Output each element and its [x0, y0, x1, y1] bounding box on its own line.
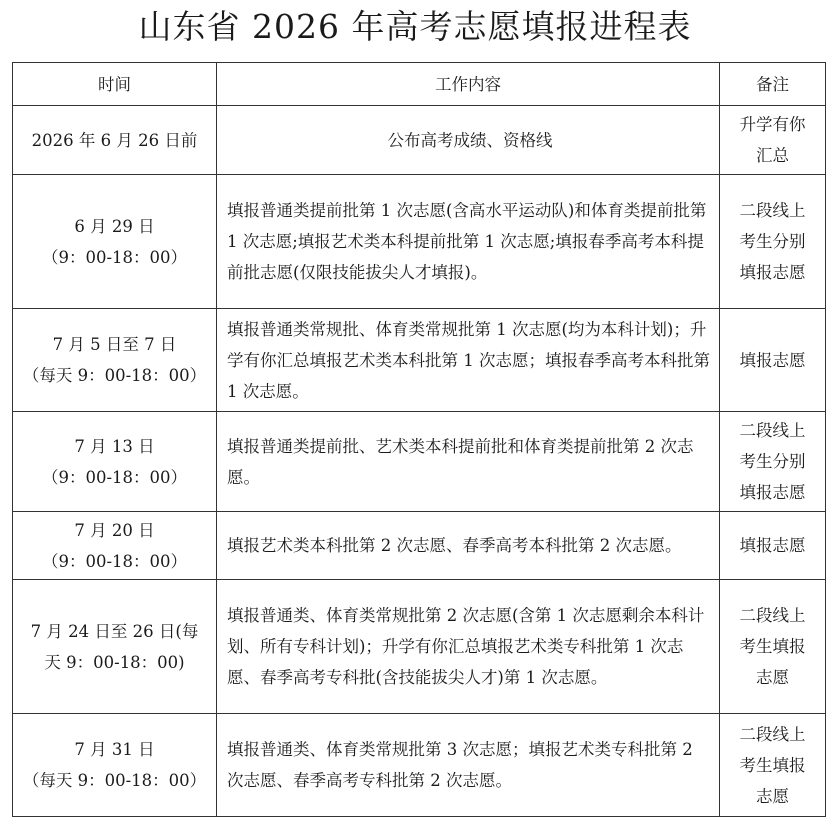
note-cell: 二段线上 考生填报 志愿 [720, 714, 826, 817]
time-cell: 7 月 20 日 （9：00-18：00） [13, 512, 217, 580]
time-cell: 7 月 24 日至 26 日(每 天 9：00-18：00) [13, 580, 217, 714]
table-row [13, 580, 826, 714]
work-cell: 公布高考成绩、资格线 [217, 106, 720, 175]
header-note: 备注 [720, 63, 826, 106]
table-row [13, 175, 826, 309]
time-cell: 7 月 5 日至 7 日 （每天 9：00-18：00） [13, 309, 217, 412]
work-cell: 填报普通类、体育类常规批第 3 次志愿；填报艺术类专科批第 2 次志愿、春季高考专科批第 2 次志愿。 [217, 714, 720, 817]
time-cell: 2026 年 6 月 26 日前 [13, 106, 217, 175]
note-cell: 填报志愿 [720, 309, 826, 412]
table-row [13, 309, 826, 412]
note-cell: 填报志愿 [720, 512, 826, 580]
work-cell: 填报普通类常规批、体育类常规批第 1 次志愿(均为本科计划)；升学有你汇总填报艺术类本科批第 1 次志愿；填报春季高考本科批第 1 次志愿。 [217, 309, 720, 412]
table-row [13, 512, 826, 580]
header-work: 工作内容 [217, 63, 720, 106]
table-header-row [13, 63, 826, 106]
note-cell: 二段线上 考生分别 填报志愿 [720, 175, 826, 309]
table-row [13, 714, 826, 817]
work-cell: 填报普通类提前批第 1 次志愿(含高水平运动队)和体育类提前批第 1 次志愿;填报艺术类本科提前批第 1 次志愿;填报春季高考本科提前批志愿(仅限技能拔尖人才填报)。 [217, 175, 720, 309]
table-row [13, 106, 826, 175]
note-cell: 升学有你 汇总 [720, 106, 826, 175]
time-cell: 7 月 13 日 （9：00-18：00） [13, 412, 217, 512]
work-cell: 填报艺术类本科批第 2 次志愿、春季高考本科批第 2 次志愿。 [217, 512, 720, 580]
time-cell: 6 月 29 日 （9：00-18：00） [13, 175, 217, 309]
header-time: 时间 [13, 63, 217, 106]
note-cell: 二段线上 考生分别 填报志愿 [720, 412, 826, 512]
work-cell: 填报普通类提前批、艺术类本科提前批和体育类提前批第 2 次志愿。 [217, 412, 720, 512]
table-row [13, 412, 826, 512]
note-cell: 二段线上 考生填报 志愿 [720, 580, 826, 714]
time-cell: 7 月 31 日 （每天 9：00-18：00） [13, 714, 217, 817]
work-cell: 填报普通类、体育类常规批第 2 次志愿(含第 1 次志愿剩余本科计划、所有专科计划)；升学有你汇总填报艺术类专科批第 1 次志愿、春季高考专科批(含技能拔尖人才)第 1 次志愿。 [217, 580, 720, 714]
schedule-table [12, 62, 826, 817]
page-title: 山东省 2026 年高考志愿填报进程表 [138, 7, 692, 46]
